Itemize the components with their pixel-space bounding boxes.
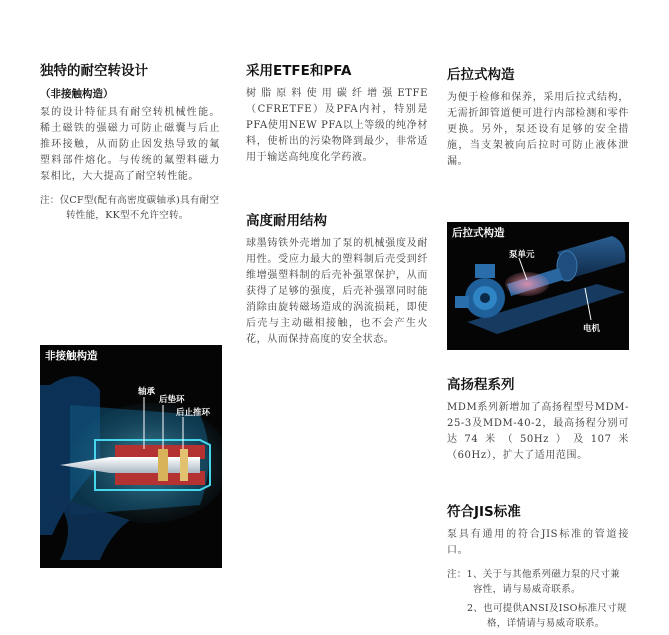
figure-back-pull-title: 后拉式构造 bbox=[452, 227, 505, 239]
section-high-head-title: 高扬程系列 bbox=[447, 377, 515, 393]
section-non-contact-subtitle: （非接触构造） bbox=[40, 88, 114, 100]
section-jis bbox=[447, 503, 629, 631]
section-durable-body: 球墨铸铁外壳增加了泵的机械强度及耐用性。受应力最大的塑料制后壳受到纤维增强塑料制的后壳补强罩保护，从而获得了足够的强度，后壳补强罩同时能消除由旋转磁场造成的涡流损耗，即使后壳与主动磁相接触，也不会产生火花，从而保持高度的安全状态。 bbox=[246, 238, 428, 345]
section-high-head-body: MDM系列新增加了高扬程型号MDM-25-3及MDM-40-2，最高扬程分别可达74米（50Hz）及107米（60Hz），扩大了适用范围。 bbox=[447, 402, 629, 461]
label-pump-unit: 泵单元 bbox=[509, 250, 535, 260]
section-durable-title: 高度耐用结构 bbox=[246, 213, 327, 229]
section-etfe-pfa-body: 树脂原料使用碳纤增强ETFE（CFRETFE）及PFA内衬，特别是PFA使用NEW PFA以上等级的纯净材料，使析出的污染物降到最少，非常适用于输送高纯度化学药液。 bbox=[246, 88, 428, 163]
label-motor: 电机 bbox=[583, 324, 601, 334]
section-etfe-pfa-title: 采用ETFE和PFA bbox=[246, 63, 352, 79]
figure-non-contact-title: 非接触构造 bbox=[45, 350, 98, 362]
section-back-pull-title: 后拉式构造 bbox=[447, 67, 515, 83]
section-non-contact-body: 泵的设计特征具有耐空转机械性能。稀土磁铁的强磁力可防止磁囊与后止推环接触，从而防止因发热导致的氟塑料部件熔化。与传统的氟塑料磁力泵相比，大大提高了耐空转性能。 bbox=[40, 107, 220, 182]
label-bearing: 轴承 bbox=[138, 387, 156, 397]
figure-non-contact-structure bbox=[40, 345, 222, 568]
section-durable bbox=[246, 212, 428, 348]
section-jis-note-1: 注：1、关于与其他系列磁力泵的尺寸兼容性，请与易威奇联系。 bbox=[447, 569, 620, 595]
section-high-head bbox=[447, 376, 629, 464]
label-rear-thrust: 后止推环 bbox=[176, 408, 211, 418]
section-jis-title: 符合JIS标准 bbox=[447, 504, 521, 520]
section-non-contact-note: 注：仅CF型(配有高密度碳轴承)具有耐空转性能，KK型不允许空转。 bbox=[40, 195, 220, 221]
section-non-contact-title: 独特的耐空转设计 bbox=[40, 63, 148, 79]
section-back-pull bbox=[447, 66, 629, 170]
section-non-contact bbox=[40, 62, 220, 223]
figure-back-pull-structure bbox=[447, 222, 629, 350]
section-jis-note-2: 2、也可提供ANSI及ISO标准尺寸规格，详情请与易威奇联系。 bbox=[467, 603, 627, 629]
pump-assembly-illustration bbox=[447, 222, 629, 350]
section-jis-body: 泵具有通用的符合JIS标准的管道接口。 bbox=[447, 529, 629, 556]
section-back-pull-body: 为便于检修和保养，采用后拉式结构，无需折卸管道便可进行内部检测和零件更换。另外，泵还设有足够的安全措施，当支架被向后拉时可防止液体泄漏。 bbox=[447, 92, 629, 167]
pump-cutaway-illustration bbox=[40, 345, 222, 568]
section-etfe-pfa bbox=[246, 62, 428, 166]
label-rear-pad: 后垫环 bbox=[159, 395, 185, 405]
